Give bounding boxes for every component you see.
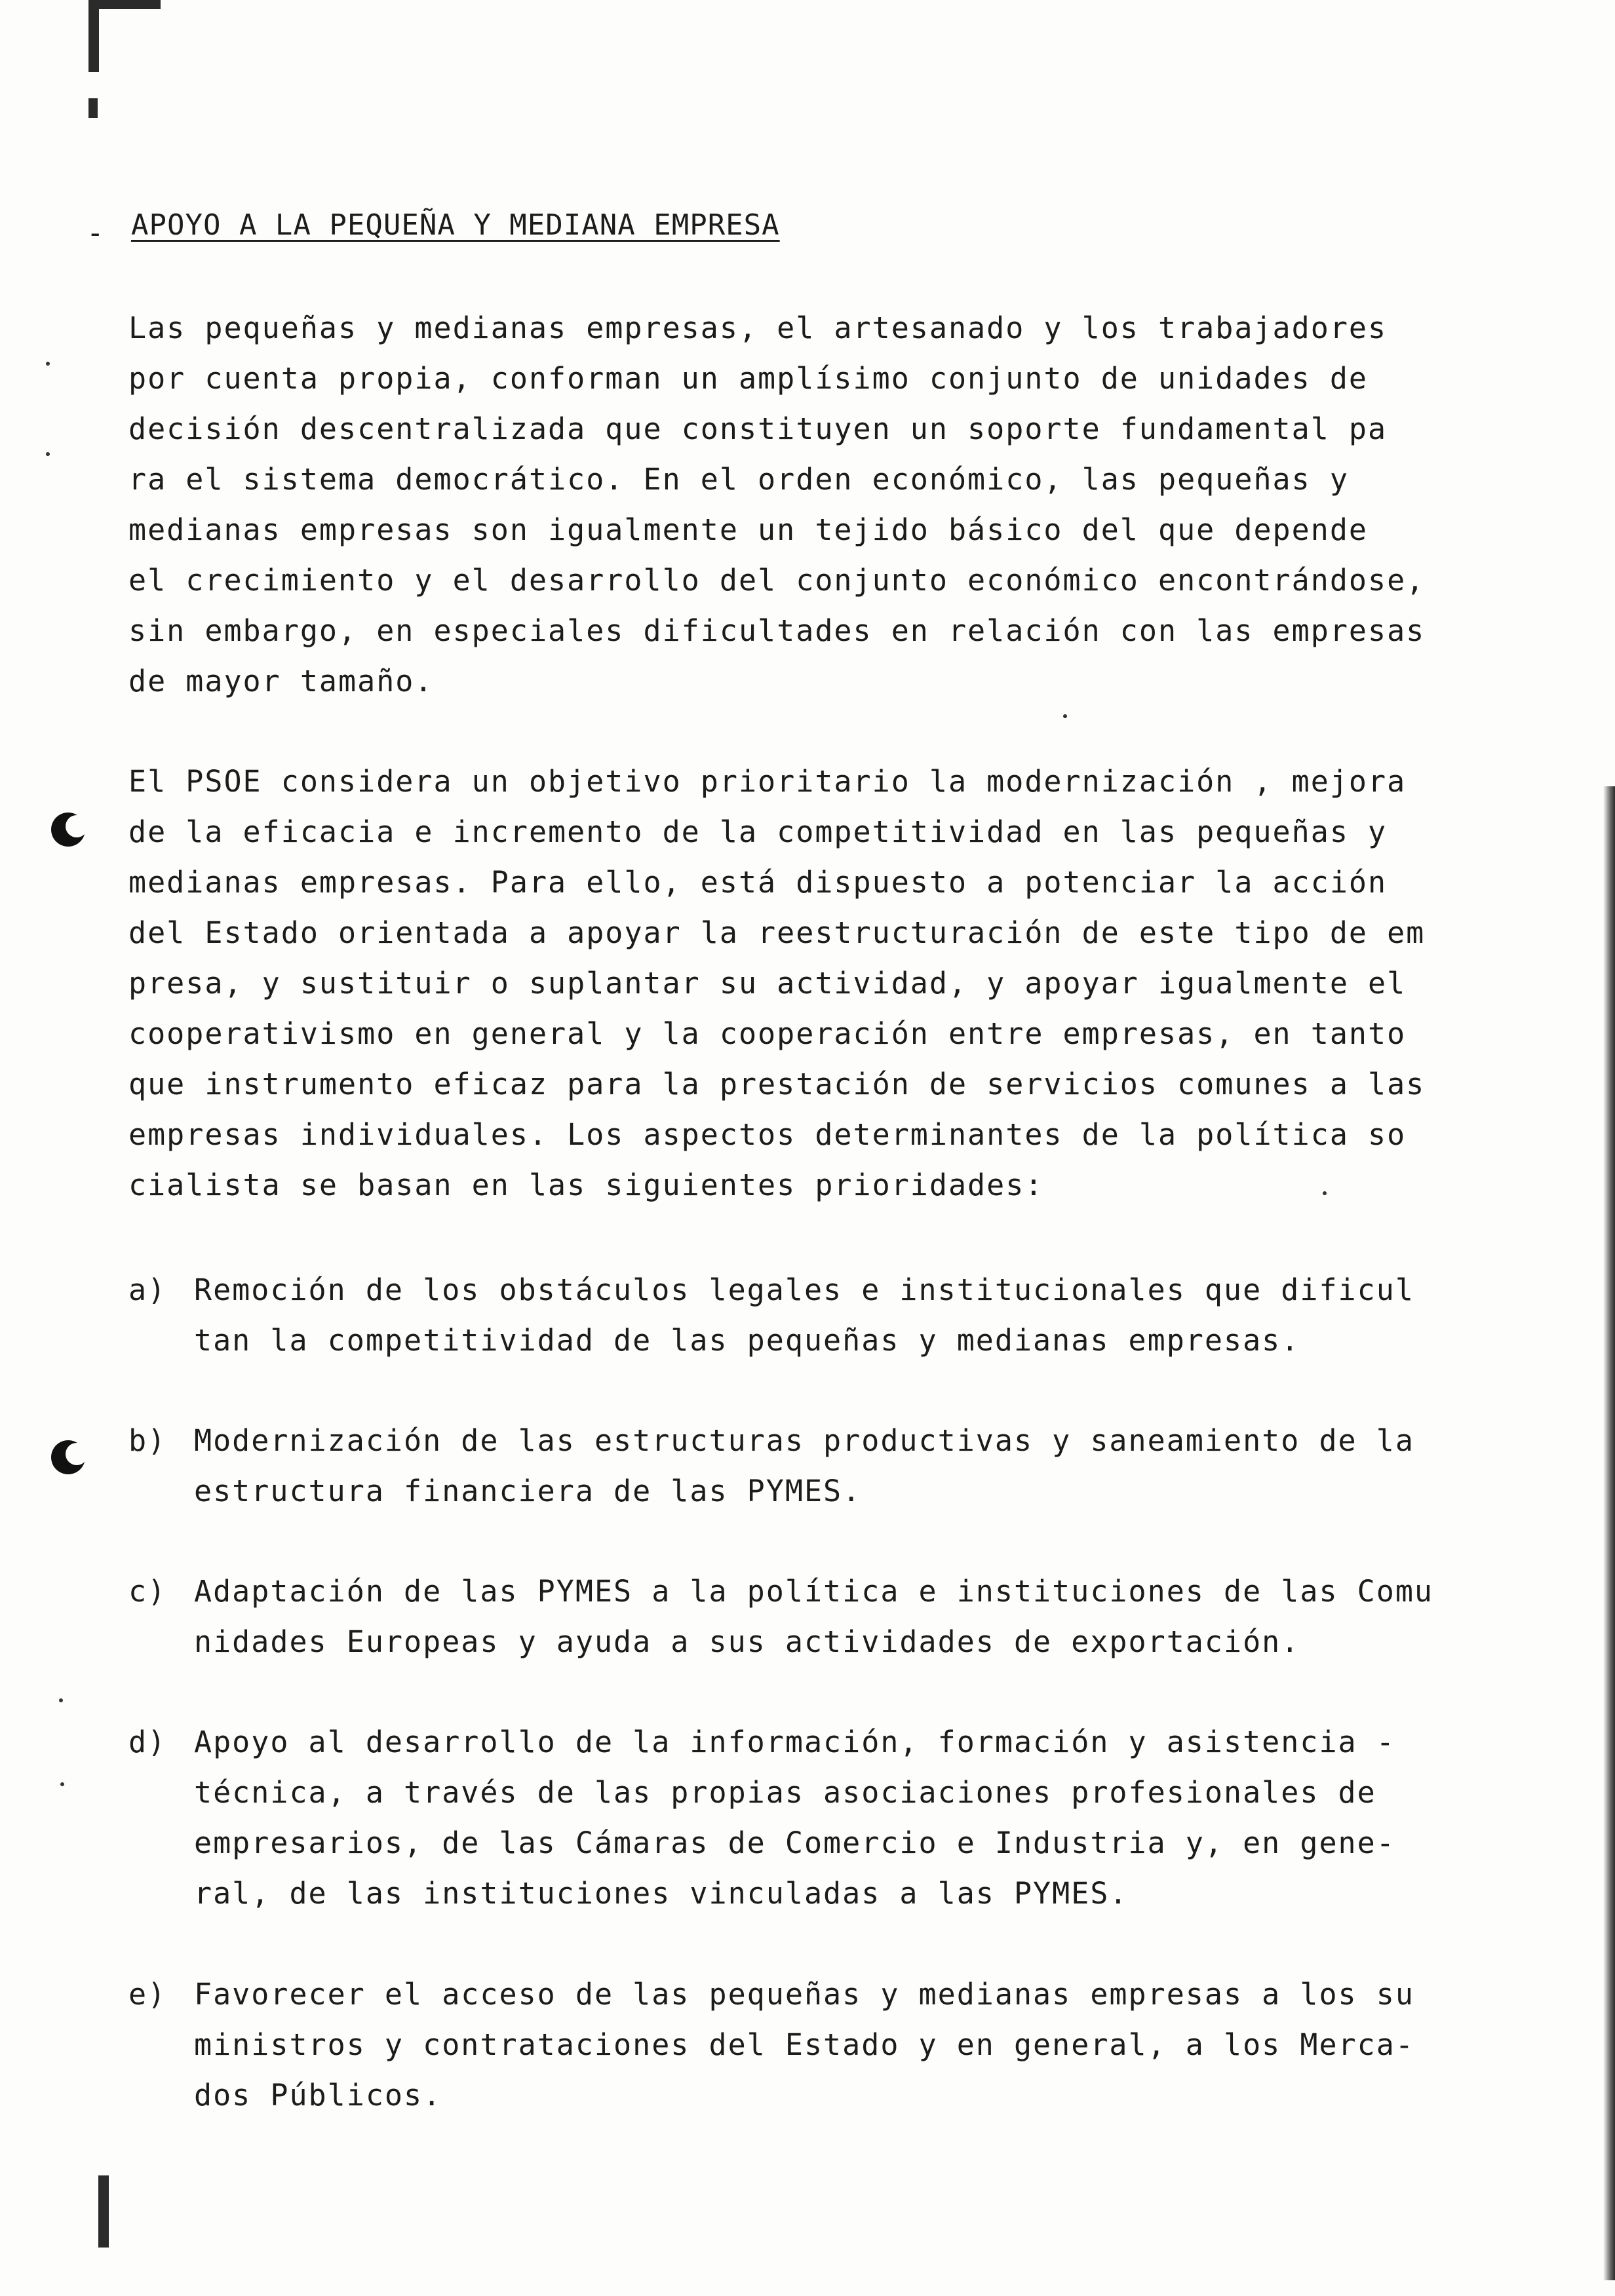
paragraph: El PSOE considera un objetivo prioritario la modernización , mejora de la eficacia e incremento de la competitividad en las pequeñas y medianas empresas. Para ello, está dispuesto a potenciar la acción del Estado orientada a apoyar la reestructuración de este tipo de em presa, y sustituir o suplantar su actividad, y apoyar igualmente el cooperativismo en general y la cooperación entre empresas, en tanto que instrumento eficaz para la prestación de servicios comunes a las empresas individuales. Los aspectos determinantes de la política so cialista se basan en las siguientes prioridades: [128,764,1426,1202]
list-item-letter: d) [128,1725,167,1759]
speck [1063,714,1067,718]
list-item [128,1415,1492,1516]
scan-edge [1603,786,1615,2280]
list-item-text: Adaptación de las PYMES a la política e instituciones de las Comu nidades Europeas y ayuda a sus actividades de exportación. [194,1574,1433,1659]
staple-mark-top [88,0,161,9]
staple-mark [88,0,99,72]
speck [46,452,50,456]
list-item-text: Favorecer el acceso de las pequeñas y medianas empresas a los su ministros y contrataciones del Estado y en general, a los Merca- dos Públicos. [194,1977,1414,2113]
speck [59,1698,63,1702]
list-item [128,1566,1492,1667]
page-title: APOYO A LA PEQUEÑA Y MEDIANA EMPRESA [131,208,780,242]
list-item [128,1265,1492,1366]
speck [46,362,50,366]
list-item [128,1717,1492,1919]
list-item-text: Remoción de los obstáculos legales e institucionales que dificul tan la competitividad de las pequeñas y medianas empresas. [194,1272,1414,1358]
list-item-letter: b) [128,1423,167,1458]
list-item-text: Modernización de las estructuras productivas y saneamiento de la estructura financiera de las PYMES. [194,1423,1414,1508]
list-item-letter: a) [128,1272,167,1307]
list-item-letter: e) [128,1977,167,2012]
list-item-text: Apoyo al desarrollo de la información, formación y asistencia - técnica, a través de las propias asociaciones profesionales de empresarios, de las Cámaras de Comercio e Industria y, en gene- ral, de las instituciones vinculadas a las PYMES. [194,1725,1395,1911]
speck [60,1782,64,1786]
list-item [128,1969,1492,2120]
punch-hole-lower [51,1440,85,1474]
list-item-letter: c) [128,1574,167,1609]
staple-mark-lower [88,98,98,118]
punch-hole-upper [51,813,85,847]
heading-mark: - [87,216,104,250]
paragraph: Las pequeñas y medianas empresas, el artesanado y los trabajadores por cuenta propia, conforman un amplísimo conjunto de unidades de decisión descentralizada que constituyen un soporte fundamental pa ra el sistema democrático. En el orden económico, las pequeñas y medianas empresas son igualmente un tejido básico del que depende el crecimiento y el desarrollo del conjunto económico encontrándose, sin embargo, en especiales dificultades en relación con las empresas de mayor tamaño. [128,311,1426,698]
staple-mark-bottom [98,2175,109,2248]
